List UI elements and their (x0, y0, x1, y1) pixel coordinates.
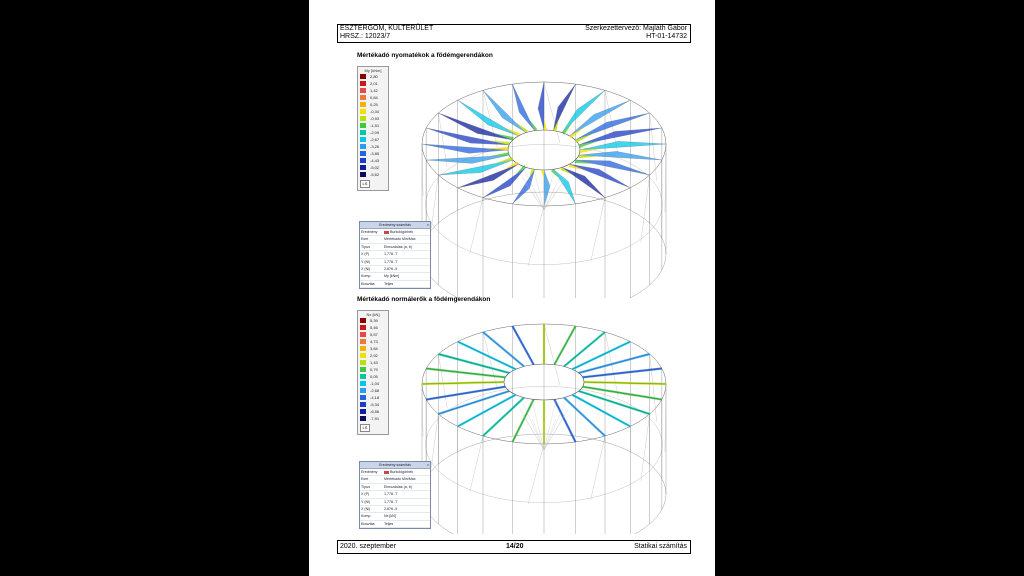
panel-row (360, 236, 430, 243)
panel-row (360, 506, 430, 513)
panel-row-key: Y (Nl) (361, 499, 371, 504)
legend-swatch (360, 332, 366, 337)
panel-row-key: Y (Nl) (361, 259, 371, 264)
brace (470, 198, 483, 254)
moment-diagram-end (562, 122, 573, 135)
legend-row (358, 373, 388, 380)
panel-row-value: Mértékadó Min/Max (384, 477, 416, 482)
panel-title: Eredmény számítás × (360, 222, 430, 229)
legend-swatch (360, 151, 366, 156)
legend-swatch (360, 102, 366, 107)
moment-diagram (426, 155, 509, 163)
brace (528, 444, 544, 504)
panel-row-value: Nx [kN] (384, 514, 396, 519)
legend-value: -5,02 (370, 165, 380, 170)
panel-row-key: Típus (361, 484, 370, 489)
legend-row (358, 415, 388, 422)
legend-settings-button[interactable]: LS (360, 424, 370, 432)
brace (591, 436, 605, 500)
normal-force-3d-model (404, 306, 669, 534)
panel-row-key: Eset (361, 237, 369, 242)
beam-axis (572, 342, 630, 370)
legend-swatch (360, 95, 366, 100)
panel-row-value: Burkológörbék (384, 469, 413, 475)
legend-swatch (360, 144, 366, 149)
legend-value: 5,57 (370, 332, 378, 337)
normal-force-result-panel (359, 461, 431, 529)
brace (438, 354, 447, 408)
normal-force-color-legend (357, 310, 389, 435)
legend-row (358, 101, 388, 108)
beam-axis (438, 391, 509, 414)
legend-value: -5,62 (370, 172, 380, 177)
panel-row-value: My [kNm] (384, 274, 400, 279)
moment-diagram (579, 151, 662, 160)
section1-title: Mértékadó nyomatékok a födémgerendákon (357, 52, 493, 59)
legend-value: -2,67 (370, 137, 380, 142)
legend-row (358, 324, 388, 331)
panel-title: Eredmény számítás × (360, 462, 430, 469)
legend-row (358, 108, 388, 115)
designer-name: Szerkezettervező: Majláth Gábor (585, 25, 687, 32)
legend-swatch (360, 374, 366, 379)
panel-row (360, 476, 430, 483)
panel-row-key: Típus (361, 244, 370, 249)
legend-value: -4,43 (370, 158, 380, 163)
document-page (309, 0, 715, 576)
legend-swatch (360, 88, 366, 93)
legend-value: -3,26 (370, 144, 380, 149)
legend-value: 1,42 (370, 88, 378, 93)
legend-row (358, 171, 388, 178)
legend-value: -5,34 (370, 402, 380, 407)
legend-swatch (360, 137, 366, 142)
legend-swatch (360, 318, 366, 323)
legend-swatch (360, 346, 366, 351)
legend-value: -0,93 (370, 116, 380, 121)
moment-diagram-end (541, 170, 544, 179)
brace (650, 354, 657, 422)
legend-row (358, 80, 388, 87)
panel-row-key: Komp. (361, 514, 372, 519)
panel-row (360, 281, 430, 288)
legend-value: 2,01 (370, 81, 378, 86)
panel-row (360, 484, 430, 491)
legend-value: 0,05 (370, 374, 378, 379)
legend-row (358, 331, 388, 338)
panel-row-key: X (P) (361, 252, 370, 257)
legend-row (358, 352, 388, 359)
legend-swatch (360, 123, 366, 128)
brace (641, 175, 650, 242)
legend-value: 5,39 (370, 318, 378, 323)
legend-swatch (360, 81, 366, 86)
legend-value: -7,91 (370, 416, 380, 421)
brace (470, 436, 483, 492)
beam-axis (426, 387, 505, 400)
inner-strut (523, 404, 544, 450)
beam-axis (583, 387, 662, 400)
inner-strut (532, 419, 544, 450)
legend-row (358, 94, 388, 101)
moment-diagram-end (544, 118, 547, 130)
close-icon[interactable]: × (426, 223, 429, 227)
legend-swatch (360, 416, 366, 421)
legend-row (358, 408, 388, 415)
brace (438, 113, 447, 167)
panel-row-key: Komp. (361, 274, 372, 279)
panel-row-key: X (Nl) (361, 506, 371, 511)
legend-swatch (360, 339, 366, 344)
brace (431, 175, 438, 228)
legend-row (358, 387, 388, 394)
panel-row-key: Kiosztás (361, 521, 375, 526)
panel-row-key: Eredmény (361, 470, 378, 474)
panel-row (360, 229, 430, 236)
brace (544, 324, 560, 385)
panel-row-value: Mértékadó Min/Max (384, 237, 416, 242)
parcel-number: HRSZ.: 12023/7 (340, 33, 391, 40)
legend-value: 4,73 (370, 339, 378, 344)
designer-license: HT-01-14732 (646, 33, 687, 40)
legend-value: -2,09 (370, 130, 380, 135)
legend-swatch (360, 109, 366, 114)
panel-row-key: X (Nl) (361, 266, 371, 271)
document-type: Statikai számítás (634, 543, 687, 550)
legend-row (358, 87, 388, 94)
legend-value: -3,85 (370, 151, 380, 156)
legend-swatch (360, 165, 366, 170)
inner-strut (544, 404, 565, 450)
panel-row-key: Eset (361, 477, 369, 482)
legend-row (358, 129, 388, 136)
legend-value: -6,56 (370, 409, 380, 414)
panel-row-key: X (P) (361, 492, 370, 497)
legend-row (358, 401, 388, 408)
project-name: ESZTERGOM, KULTERÜLET (340, 25, 434, 32)
panel-row (360, 521, 430, 528)
legend-value: 5,46 (370, 325, 378, 330)
moment-diagram (553, 84, 575, 131)
legend-row (358, 317, 388, 324)
legend-swatch (360, 325, 366, 330)
legend-value: 2,80 (370, 74, 378, 79)
legend-value: -4,18 (370, 395, 380, 400)
panel-row (360, 469, 430, 476)
footer-date: 2020. szeptember (340, 543, 397, 550)
page-header (337, 24, 691, 43)
legend-swatch (360, 409, 366, 414)
legend-row (358, 394, 388, 401)
legend-row (358, 338, 388, 345)
inner-strut (544, 400, 556, 450)
legend-value: 1,43 (370, 360, 378, 365)
legend-row (358, 157, 388, 164)
panel-row-value: 1,778 -T (384, 259, 398, 264)
panel-row-value: Elmozdulás (a, b) (384, 244, 412, 249)
legend-value: 2,92 (370, 353, 378, 358)
legend-row (358, 359, 388, 366)
legend-swatch (360, 367, 366, 372)
legend-value: 3,84 (370, 346, 378, 351)
panel-row (360, 266, 430, 273)
legend-value: 0,84 (370, 95, 378, 100)
legend-row (358, 345, 388, 352)
section2-title: Mértékadó normálerők a födémgerendákon (357, 296, 491, 303)
legend-row (358, 366, 388, 373)
legend-swatch (360, 172, 366, 177)
panel-row-value: 1,778 -T (384, 252, 398, 257)
panel-row-value: Teljes (384, 521, 394, 526)
close-icon[interactable]: × (426, 463, 429, 467)
moment-diagram (544, 170, 550, 206)
brace (528, 206, 544, 266)
legend-swatch (360, 116, 366, 121)
brace (641, 414, 650, 481)
legend-row (358, 136, 388, 143)
legend-value: -2,68 (370, 388, 380, 393)
page-number: 14/20 (506, 543, 524, 550)
moment-diagram-end (515, 122, 528, 133)
legend-row (358, 122, 388, 129)
legend-swatch (360, 360, 366, 365)
panel-row-key: Kiosztás (361, 281, 375, 286)
legend-value: -0,34 (370, 109, 380, 114)
panel-row-key: Eredmény (361, 230, 378, 234)
brace (591, 198, 605, 262)
legend-value: -1,04 (370, 381, 380, 386)
legend-value: -1,51 (370, 123, 380, 128)
legend-swatch (360, 353, 366, 358)
moment-diagram (538, 82, 544, 130)
inner-strut (525, 172, 544, 211)
beam-axis (458, 342, 516, 370)
result-color-icon (384, 231, 389, 234)
panel-row-value: Burkológörbék (384, 229, 413, 235)
legend-swatch (360, 158, 366, 163)
panel-row (360, 499, 430, 506)
legend-row (358, 73, 388, 80)
legend-swatch (360, 381, 366, 386)
legend-settings-button[interactable]: LS (360, 180, 370, 188)
brace (650, 113, 657, 181)
legend-swatch (360, 74, 366, 79)
panel-row-value: Elmozdulás (a, b) (384, 484, 412, 489)
legend-row (358, 150, 388, 157)
moment-3d-model (404, 62, 669, 298)
legend-swatch (360, 402, 366, 407)
page-footer (337, 540, 691, 554)
inner-strut (532, 400, 544, 450)
panel-row-value: Teljes (384, 281, 394, 286)
moment-color-legend (357, 66, 389, 191)
result-color-icon (384, 471, 389, 474)
legend-row (358, 380, 388, 387)
inner-strut (544, 415, 565, 450)
moment-result-panel (359, 221, 431, 289)
legend-row (358, 143, 388, 150)
inner-strut (544, 419, 556, 450)
panel-row (360, 273, 430, 280)
legend-value: 0,79 (370, 367, 378, 372)
panel-row (360, 491, 430, 498)
legend-swatch (360, 395, 366, 400)
legend-value: 0,25 (370, 102, 378, 107)
panel-row-value: 1,778 -T (384, 492, 398, 497)
legend-swatch (360, 388, 366, 393)
panel-row-value: 2,876 -5 (384, 266, 398, 271)
legend-swatch (360, 130, 366, 135)
panel-row (360, 244, 430, 251)
beam-axis (579, 391, 650, 414)
panel-row-value: 1,778 -T (384, 499, 398, 504)
panel-row (360, 251, 430, 258)
panel-row (360, 259, 430, 266)
panel-row (360, 513, 430, 520)
legend-header: My [kNm] (364, 68, 382, 73)
legend-row (358, 164, 388, 171)
panel-row-value: 2,876 -5 (384, 506, 398, 511)
legend-header: Nx [kN] (366, 312, 380, 317)
legend-row (358, 115, 388, 122)
